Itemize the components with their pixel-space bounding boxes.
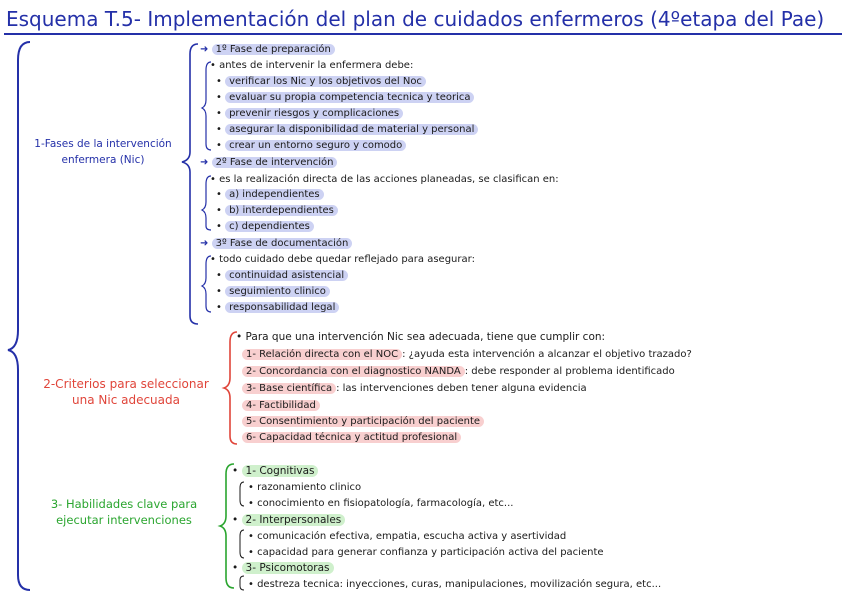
s2-label-line-1: 2-Criterios para seleccionar — [43, 377, 209, 391]
f1-brace — [202, 62, 211, 150]
f2-item: • c) dependientes — [216, 219, 314, 234]
s2-item-key: 2- Concordancia con el diagnostico NANDA — [242, 366, 465, 377]
s2-item — [242, 430, 461, 445]
arrow-icon: ➜ — [200, 238, 209, 249]
f2-item-text: a) independientes — [225, 189, 324, 200]
s3-group-item-text: destreza tecnica: inyecciones, curas, manipulaciones, movilización segura, etc... — [257, 579, 662, 590]
f1-item: • prevenir riesgos y complicaciones — [216, 106, 403, 121]
f3-item-text: continuidad asistencial — [225, 270, 348, 281]
f1-item-text: crear un entorno seguro y comodo — [225, 140, 406, 151]
s2-item-key: 1- Relación directa con el NOC — [242, 349, 402, 360]
title-underline — [4, 33, 842, 35]
f1-item-text: verificar los Nic y los objetivos del Noc — [225, 76, 426, 87]
s3-group-item: • destreza tecnica: inyecciones, curas, manipulaciones, movilización segura, etc... — [248, 579, 662, 590]
s2-item — [242, 347, 692, 362]
f1-intro: • antes de intervenir la enfermera debe: — [210, 60, 414, 71]
s3-group-heading-text: 2- Interpersonales — [242, 514, 346, 526]
f1-item: • crear un entorno seguro y comodo — [216, 138, 406, 153]
f1-item-text: asegurar la disponibilidad de material y personal — [225, 124, 478, 135]
s2-item-key: 6- Capacidad técnica y actitud profesional — [242, 432, 461, 443]
s3-sub-brace-3 — [240, 576, 244, 590]
f3-item: • seguimiento clinico — [216, 284, 330, 299]
f1-heading-text: 1º Fase de preparación — [212, 44, 335, 55]
f1-item: • verificar los Nic y los objetivos del Noc — [216, 74, 426, 89]
f2-intro: • es la realización directa de las acciones planeadas, se clasifican en: — [210, 174, 559, 185]
f1-item-text: prevenir riesgos y complicaciones — [225, 108, 403, 119]
s2-item-key: 3- Base científica — [242, 383, 336, 394]
f3-intro: • todo cuidado debe quedar reflejado para asegurar: — [210, 254, 475, 265]
s3-group-item-text: razonamiento clinico — [257, 482, 362, 493]
f3-item: • responsabilidad legal — [216, 300, 339, 315]
s3-group-heading: • 1- Cognitivas — [232, 464, 318, 479]
s2-label — [26, 376, 226, 408]
f3-intro-text: todo cuidado debe quedar reflejado para asegurar: — [219, 254, 475, 265]
s3-sub-brace-1 — [240, 482, 244, 506]
f2-item-text: b) interdependientes — [225, 205, 338, 216]
f1-item: • evaluar su propia competencia tecnica y teorica — [216, 90, 474, 105]
f1-item: • asegurar la disponibilidad de material y personal — [216, 122, 478, 137]
f2-item-text: c) dependientes — [225, 221, 314, 232]
f3-item: • continuidad asistencial — [216, 268, 348, 283]
f1-item-text: evaluar su propia competencia tecnica y teorica — [225, 92, 474, 103]
arrow-icon: ➜ — [200, 157, 209, 168]
arrow-icon: ➜ — [200, 44, 209, 55]
f3-item-text: responsabilidad legal — [225, 302, 339, 313]
s3-group-item: • capacidad para generar confianza y participación activa del paciente — [248, 547, 604, 558]
f2-item: • a) independientes — [216, 187, 324, 202]
s3-group-item: • razonamiento clinico — [248, 482, 362, 493]
s2-item — [242, 414, 484, 429]
s1-label-line-2: enfermera (Nic) — [61, 154, 145, 166]
f2-item: • b) interdependientes — [216, 203, 338, 218]
s3-label — [24, 496, 224, 528]
s3-group-item-text: capacidad para generar confianza y participación activa del paciente — [257, 547, 604, 558]
s2-intro: • Para que una intervención Nic sea adecuada, tiene que cumplir con: — [236, 331, 606, 343]
f1-heading — [200, 42, 335, 57]
s1-label — [22, 136, 184, 168]
s2-intro-text: Para que una intervención Nic sea adecuada, tiene que cumplir con: — [245, 331, 606, 343]
s1-brace — [182, 44, 198, 324]
f3-item-text: seguimiento clinico — [225, 286, 330, 297]
s3-group-item-text: conocimiento en fisiopatología, farmacología, etc... — [257, 498, 514, 509]
f3-heading — [200, 236, 352, 251]
s2-item — [242, 398, 320, 413]
s3-label-line-2: ejecutar intervenciones — [56, 513, 192, 527]
s2-item — [242, 364, 675, 379]
s2-item-key: 4- Factibilidad — [242, 400, 320, 411]
f1-intro-text: antes de intervenir la enfermera debe: — [219, 60, 414, 71]
s3-group-item: • comunicación efectiva, empatia, escucha activa y asertividad — [248, 531, 567, 542]
s3-group-item-text: comunicación efectiva, empatia, escucha activa y asertividad — [257, 531, 567, 542]
s2-item — [242, 381, 587, 396]
s3-group-heading: • 3- Psicomotoras — [232, 561, 334, 576]
f2-heading — [200, 155, 337, 170]
s2-item-rest: : ¿ayuda esta intervención a alcanzar el objetivo trazado? — [402, 349, 692, 360]
s3-group-heading: • 2- Interpersonales — [232, 513, 345, 528]
s3-sub-brace-2 — [240, 530, 244, 558]
s2-item-rest: : debe responder al problema identificado — [464, 366, 675, 377]
s3-label-line-1: 3- Habilidades clave para — [50, 497, 198, 511]
s3-group-item: • conocimiento en fisiopatología, farmacología, etc... — [248, 498, 514, 509]
f2-intro-text: es la realización directa de las acciones planeadas, se clasifican en: — [219, 174, 559, 185]
page-title: Esquema T.5- Implementación del plan de cuidados enfermeros (4ºetapa del Pae) — [6, 7, 825, 31]
f2-heading-text: 2º Fase de intervención — [212, 157, 338, 168]
s1-label-line-1: 1-Fases de la intervención — [34, 138, 172, 150]
s3-group-heading-text: 3- Psicomotoras — [242, 562, 334, 574]
s2-label-line-2: una Nic adecuada — [72, 393, 180, 407]
f3-heading-text: 3º Fase de documentación — [212, 238, 353, 249]
s2-item-rest: : las intervenciones deben tener alguna evidencia — [336, 383, 587, 394]
s2-item-key: 5- Consentimiento y participación del paciente — [242, 416, 484, 427]
s3-group-heading-text: 1- Cognitivas — [242, 465, 319, 477]
